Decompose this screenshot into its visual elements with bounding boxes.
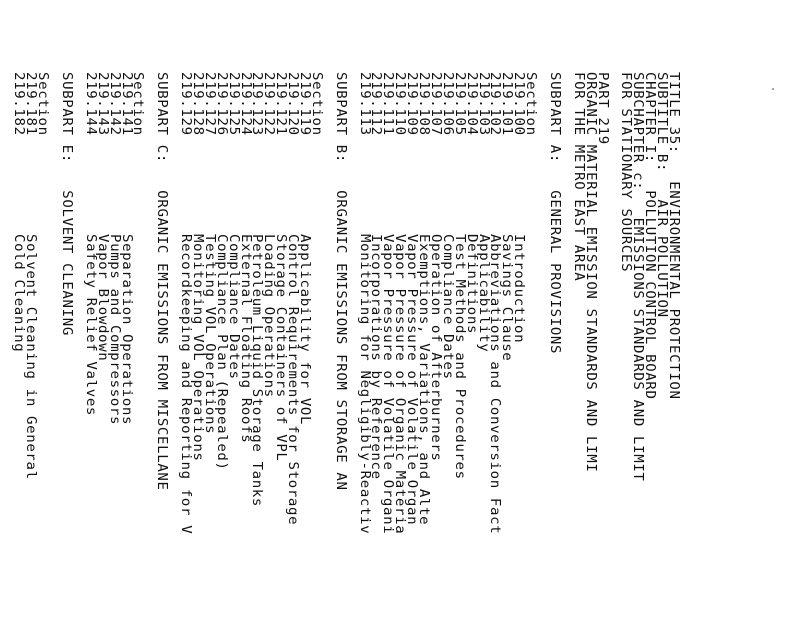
section-title: Vapor Blowdown (94, 234, 110, 362)
section-title: Vapor Pressure of Volatile Organi (380, 234, 396, 535)
line-text: PART 219 (594, 72, 610, 145)
section-title: Monitoring for Negligibly-Reactiv (356, 234, 372, 535)
section-title: Separation Operations (118, 234, 134, 426)
section-number: 219.127 (201, 72, 217, 136)
line-text: SUBTITLE B: AIR POLLUTION (654, 72, 670, 318)
section-title: Monitoring VOL Operations (190, 234, 205, 462)
section-number: 219.109 (404, 72, 420, 136)
line-text: Section (523, 72, 539, 136)
line-text: SUBPART C: ORGANIC EMISSIONS FROM MISCELLANE (154, 72, 170, 491)
section-title: Savings Clause (499, 234, 515, 362)
section-title: Test Methods and Procedures (451, 234, 467, 480)
section-number: 219.120 (285, 72, 301, 136)
section-number: 219.112 (368, 72, 384, 136)
section-title: Compliance Dates (439, 234, 455, 380)
section-number: 219.103 (475, 72, 491, 136)
section-number: 219.124 (237, 72, 253, 136)
line-text: SUBCHAPTER c: EMISSIONS STANDARDS AND LIMIT (630, 72, 646, 482)
line-text: FOR STATIONARY SOURCES (618, 72, 634, 273)
section-number: 219.106 (439, 72, 455, 136)
line-text: Section (309, 72, 324, 136)
section-title: Vapor Pressure of Volatile Organ (404, 234, 420, 526)
line-text: CHAPTER I: POLLUTION CONTROL BOARD (642, 72, 658, 400)
section-number: 219.125 (225, 72, 241, 136)
section-title: Storage Containers of VPL (273, 234, 289, 462)
section-title: Loading Operations (261, 234, 277, 398)
rotated-text-block (11, 72, 681, 618)
section-title: Abbreviations and Conversion Fact (487, 234, 503, 535)
section-number: 219.144 (82, 72, 98, 136)
line-text: TITLE 35: ENVIRONMENTAL PROTECTION (666, 72, 681, 400)
section-title: Vapor Pressure of Organic Materia (392, 234, 408, 535)
section-number: 219.100 (511, 72, 527, 136)
section-number: 219.108 (416, 72, 432, 136)
section-number: 219.101 (499, 72, 515, 136)
line-text: SUBPART A: GENERAL PROVISIONS (547, 72, 562, 355)
scan-speck (772, 88, 774, 90)
section-number: 219.126 (213, 72, 229, 136)
section-number: 219.123 (249, 72, 265, 136)
section-title: Applicability (475, 234, 491, 353)
section-title: Introduction (511, 234, 527, 344)
section-number: 219.102 (487, 72, 503, 136)
line-text: ORGANIC MATERIAL EMISSION STANDARDS AND LIMI (582, 72, 598, 473)
section-number: 219.141 (118, 72, 134, 136)
section-number: 219.128 (190, 72, 205, 136)
section-title: Compliance Plan (Repealed) (213, 234, 229, 471)
section-number: 219.129 (178, 72, 194, 136)
section-number: 219.110 (392, 72, 408, 136)
section-number: 219.122 (261, 72, 277, 136)
line-text: Section (35, 72, 51, 136)
section-number: 219.142 (106, 72, 122, 136)
section-title: Exemptions, Variations, and Alte (416, 234, 432, 526)
section-title: Compliance Dates (225, 234, 241, 380)
line-text: SUBPART E: SOLVENT CLEANING (59, 72, 75, 336)
section-title: Cold Cleaning (11, 234, 27, 353)
section-title: Petroleum Liquid Storage Tanks (249, 234, 265, 508)
section-number: 219.143 (94, 72, 110, 136)
line-text: SUBPART B: ORGANIC EMISSIONS FROM STORAGE AN (332, 72, 348, 491)
section-title: Testing VOL Operations (201, 234, 217, 435)
section-number: 219.181 (23, 72, 39, 136)
line-text: Section (130, 72, 146, 136)
section-title: Applicability for VOL (297, 234, 313, 426)
section-title: External Floating Roofs (237, 234, 253, 444)
section-title: Incorporations by Reference (368, 234, 384, 480)
section-number: 219.111 (380, 72, 396, 136)
section-number: 219.105 (451, 72, 467, 136)
section-number: 219.107 (428, 72, 443, 136)
section-title: Recordkeeping and Reporting for V (178, 234, 194, 535)
section-title: Solvent Cleaning in General (23, 234, 39, 480)
section-number: 219.113 (356, 72, 372, 136)
section-title: Definitions (463, 234, 479, 335)
section-number: 219.104 (463, 72, 479, 136)
section-number: 219.119 (297, 72, 313, 136)
section-title: Operation of Afterburners (428, 234, 443, 462)
section-title: Safety Relief Valves (82, 234, 98, 417)
line-text: FOR THE METRO EAST AREA (570, 72, 586, 282)
section-number: 219.121 (273, 72, 289, 136)
section-number: 219.182 (11, 72, 27, 136)
section-title: Control Requirements for Storage (285, 234, 301, 526)
section-title: Pumps and Compressors (106, 234, 122, 426)
